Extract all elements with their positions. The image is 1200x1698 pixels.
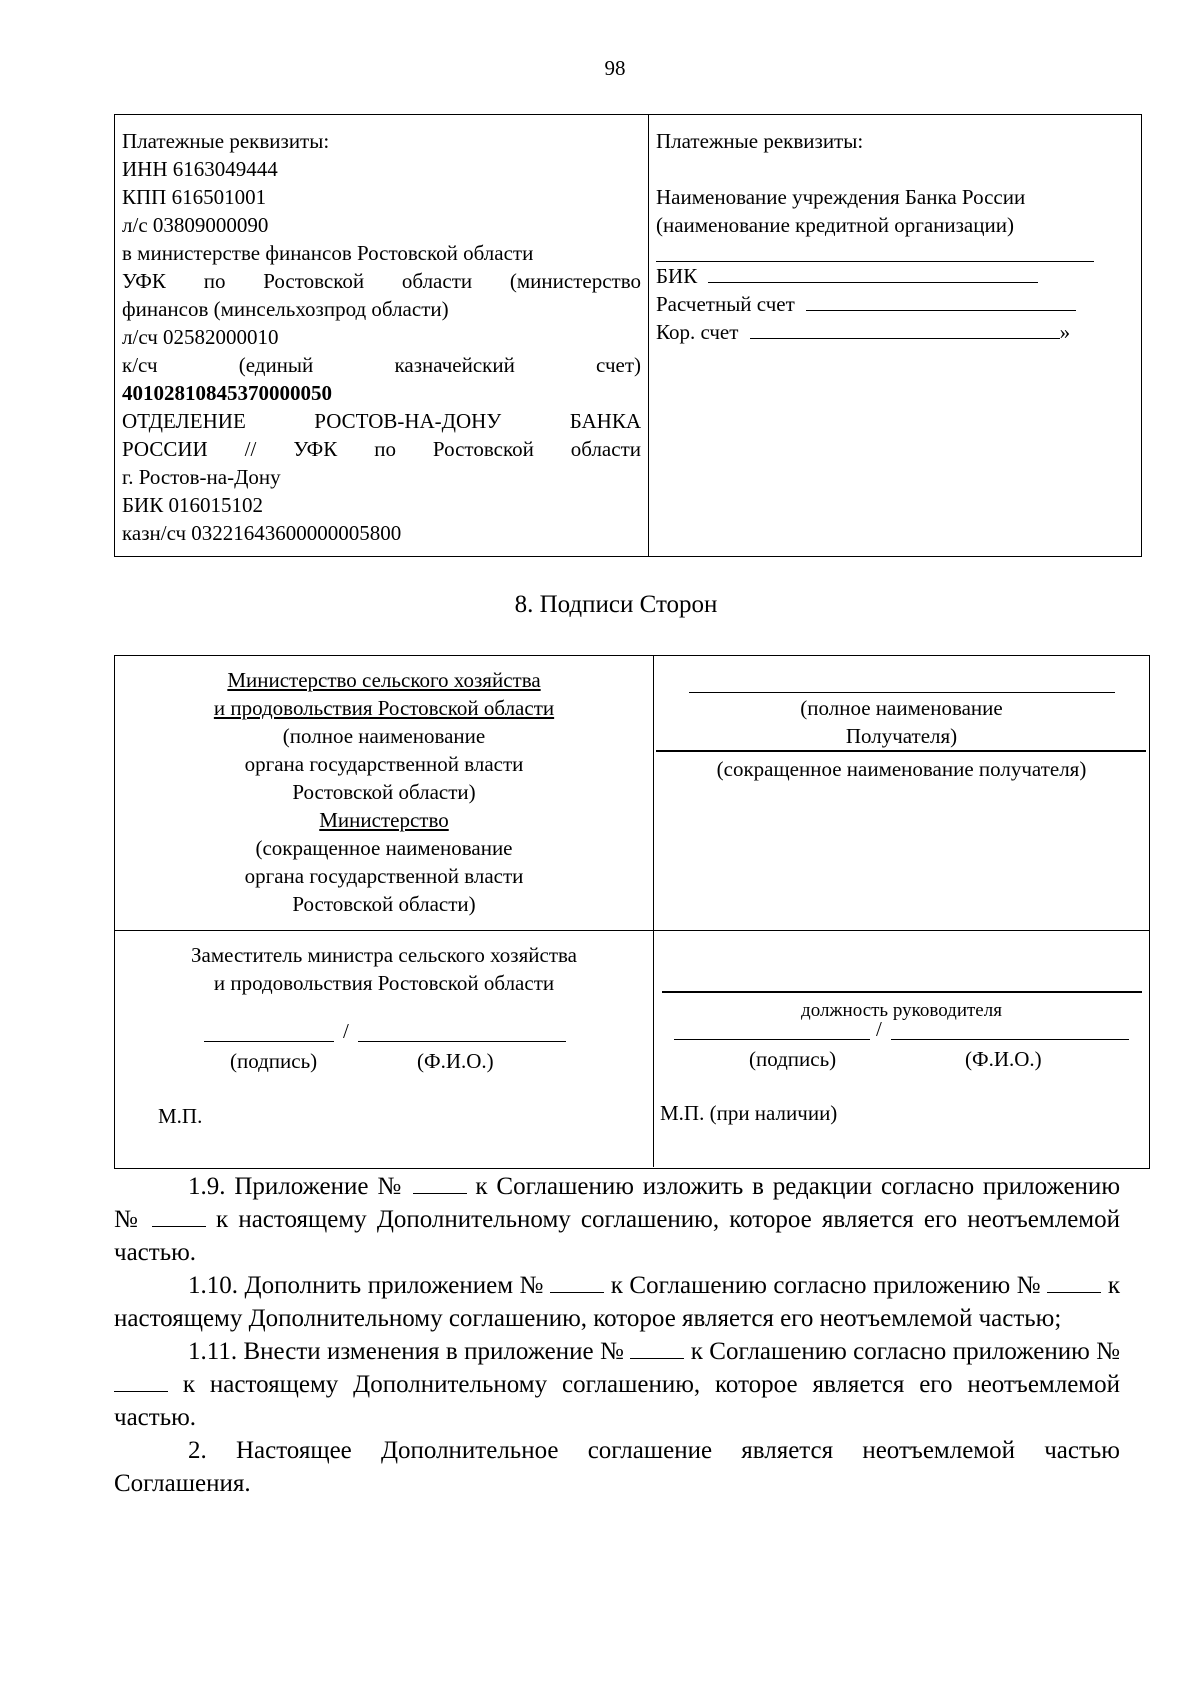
payment-line-kpp: КПП 616501001 <box>122 185 267 209</box>
payment-line-city: г. Ростов-на-Дону <box>122 465 281 489</box>
bik-field[interactable] <box>708 262 1038 283</box>
appendix-number-field[interactable] <box>152 1204 206 1227</box>
account-row <box>656 290 1134 318</box>
ministry-short-note: органа государственной власти <box>244 864 524 888</box>
signature-caption: (подпись) <box>230 1049 318 1073</box>
appendix-number-field[interactable] <box>413 1171 467 1194</box>
signatures-table <box>114 655 1150 1169</box>
section-heading: 8. Подписи Сторон <box>514 591 718 618</box>
paragraph-1-11 <box>114 1335 1120 1434</box>
signatures-sign-row <box>115 931 1149 1167</box>
stamp-place: М.П. (при наличии) <box>660 1101 838 1125</box>
payment-line-ls: л/с 03809000090 <box>122 213 269 237</box>
page-number: 98 <box>604 56 626 80</box>
recipient-name-cell <box>654 656 1149 930</box>
paragraph-text: 1.11. Внести изменения в приложение № <box>188 1338 624 1365</box>
signature-caption: (подпись) <box>749 1047 837 1071</box>
recipient-fio-field[interactable] <box>891 1039 1129 1040</box>
paragraph-1-9 <box>114 1170 1120 1269</box>
stamp-place: М.П. <box>158 1104 203 1128</box>
fio-caption: (Ф.И.О.) <box>965 1047 1042 1071</box>
recipient-signature-field[interactable] <box>674 1039 870 1040</box>
paragraph-text: 1.10. Дополнить приложением № <box>188 1272 544 1299</box>
payment-line-bank: ОТДЕЛЕНИЕ РОСТОВ-НА-ДОНУ БАНКА <box>122 409 641 433</box>
payment-details-recipient <box>649 115 1141 556</box>
ministry-name-cell <box>115 656 654 930</box>
appendix-number-field[interactable] <box>114 1369 168 1392</box>
bik-row <box>656 262 1134 290</box>
account-label: Расчетный счет <box>656 292 795 316</box>
ministry-short-note: (сокращенное наименование <box>255 836 513 860</box>
recipient-short-name-note: (сокращенное наименование получателя) <box>716 757 1087 781</box>
position-caption: должность руководителя <box>801 1000 1002 1021</box>
paragraph-1-10 <box>114 1269 1120 1335</box>
payment-title: Платежные реквизиты: <box>656 129 864 153</box>
payment-line: Платежные реквизиты: <box>122 129 330 153</box>
corr-field[interactable] <box>750 318 1060 339</box>
ministry-name-note: (полное наименование <box>282 724 486 748</box>
ministry-short-note: Ростовской области) <box>292 892 476 916</box>
ministry-name-line: Министерство сельского хозяйства <box>227 668 541 692</box>
payment-line: финансов (минсельхозпрод области) <box>122 297 449 321</box>
appendix-number-field[interactable] <box>630 1336 684 1359</box>
slash: / <box>343 1019 349 1043</box>
recipient-short-name-field[interactable] <box>656 750 1146 752</box>
agreement-body <box>114 1170 1120 1500</box>
paragraph-text: к настоящему Дополнительному соглашению, которое является его неотъемлемой частью. <box>114 1371 1121 1431</box>
bank-name-note: (наименование кредитной организации) <box>656 213 1014 237</box>
payment-line-ksch: к/сч (единый казначейский счет) <box>122 353 641 377</box>
bank-name-label: Наименование учреждения Банка России <box>656 185 1026 209</box>
ministry-fio-field[interactable] <box>358 1041 566 1042</box>
recipient-full-name-note: Получателя) <box>845 724 958 748</box>
ministry-signature-field[interactable] <box>204 1041 334 1042</box>
ministry-signature-cell <box>115 931 654 1167</box>
corr-row <box>656 318 1134 346</box>
ministry-name-note: органа государственной власти <box>244 752 524 776</box>
account-field[interactable] <box>806 290 1076 311</box>
appendix-number-field[interactable] <box>550 1270 604 1293</box>
payment-line: в министерстве финансов Ростовской области <box>122 241 534 265</box>
ministry-short-name: Министерство <box>319 808 449 832</box>
corr-label: Кор. счет <box>656 320 739 344</box>
payment-line-bik: БИК 016015102 <box>122 493 263 517</box>
treasury-account-number: 40102810845370000050 <box>122 381 332 405</box>
recipient-signature-cell <box>654 931 1149 1167</box>
recipient-full-name-field[interactable] <box>689 692 1115 693</box>
closing-quote: » <box>1059 320 1071 344</box>
payment-line: УФК по Ростовской области (министерство <box>122 269 641 293</box>
signatory-position: и продовольствия Ростовской области <box>213 971 555 995</box>
payment-details-table <box>114 114 1142 557</box>
paragraph-text: к Соглашению согласно приложению № <box>610 1272 1041 1299</box>
appendix-number-field[interactable] <box>1047 1270 1101 1293</box>
recipient-position-field[interactable] <box>662 991 1142 993</box>
ministry-name-line: и продовольствия Ростовской области <box>213 696 555 720</box>
signatory-position: Заместитель министра сельского хозяйства <box>191 943 577 967</box>
slash: / <box>876 1017 882 1041</box>
paragraph-2: 2. Настоящее Дополнительное соглашение является неотъемлемой частью Соглашения. <box>114 1437 1120 1497</box>
payment-line-inn: ИНН 6163049444 <box>122 157 278 181</box>
signatures-names-row <box>115 656 1149 931</box>
payment-line-kaznsch: казн/сч 03221643600000005800 <box>122 521 402 545</box>
fio-caption: (Ф.И.О.) <box>417 1049 494 1073</box>
paragraph-text: к Соглашению согласно приложению № <box>690 1338 1121 1365</box>
paragraph-text: 1.9. Приложение № <box>188 1173 404 1200</box>
ministry-name-note: Ростовской области) <box>292 780 476 804</box>
bik-label: БИК <box>656 264 698 288</box>
payment-line-bank: РОССИИ // УФК по Ростовской области <box>122 437 641 461</box>
payment-line-lsch: л/сч 02582000010 <box>122 325 279 349</box>
paragraph-text: к Соглашению изложить в редакции согласно приложению № <box>114 1173 1120 1233</box>
recipient-full-name-note: (полное наименование <box>800 696 1003 720</box>
paragraph-text: к настоящему Дополнительному соглашению, которое является его неотъемлемой частью; <box>114 1272 1121 1332</box>
paragraph-text: к настоящему Дополнительному соглашению, которое является его неотъемлемой частью. <box>114 1206 1120 1266</box>
payment-details-ministry <box>115 115 649 556</box>
bank-name-field[interactable] <box>656 239 1094 262</box>
